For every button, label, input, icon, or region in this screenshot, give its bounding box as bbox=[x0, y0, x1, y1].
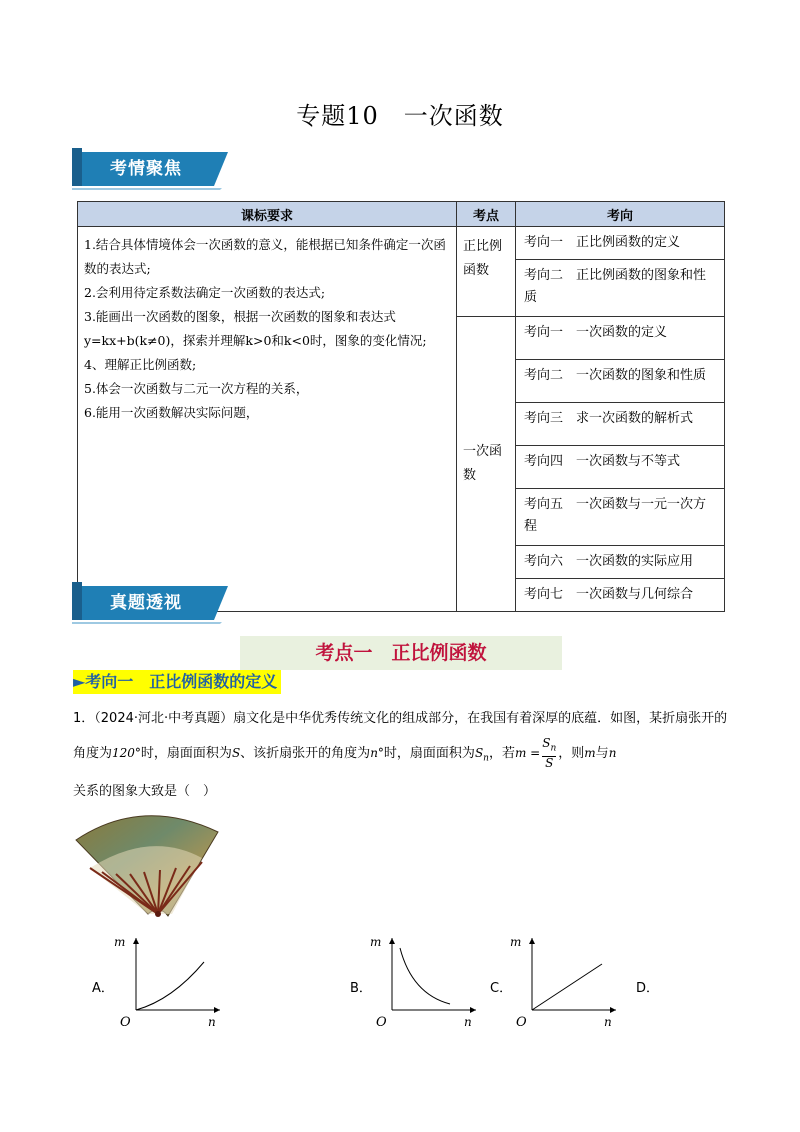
requirement-item: 4、理解正比例函数; bbox=[84, 357, 197, 372]
section-banner-real-questions bbox=[72, 582, 232, 622]
question-number: 1． bbox=[73, 711, 95, 726]
kaoxiang-item: 考向一 正比例函数的定义 bbox=[516, 227, 725, 260]
math-m-equals: m = bbox=[514, 746, 541, 760]
requirement-item: 5.体会一次函数与二元一次方程的关系， bbox=[84, 381, 309, 396]
axis-x-label: n bbox=[464, 1015, 472, 1029]
requirement-item: 3.能画出一次函数的图象，根据一次函数的图象和表达式y=kx+b(k≠0)，探索并理解k>0和k<0时，图象的变化情况; bbox=[84, 309, 427, 348]
angle-value: 120° bbox=[112, 746, 141, 760]
exam-overview-table bbox=[77, 201, 725, 612]
header-kaoxiang: 考向 bbox=[516, 202, 725, 227]
kaodian-linear-function: 一次函数 bbox=[457, 317, 516, 612]
origin-label: O bbox=[120, 1015, 131, 1030]
question-text: 与 bbox=[595, 746, 609, 761]
banner-label: 真题透视 bbox=[110, 593, 182, 613]
table-header-row bbox=[78, 202, 725, 227]
kaoxiang-item: 考向七 一次函数与几何综合 bbox=[516, 579, 725, 612]
origin-label: O bbox=[516, 1015, 527, 1030]
math-S: S bbox=[231, 746, 241, 760]
requirement-item: 1.结合具体情境体会一次函数的意义，能根据已知条件确定一次函数的表达式; bbox=[84, 237, 446, 276]
point-title: 考点一 正比例函数 bbox=[240, 636, 562, 670]
requirement-item: 6.能用一次函数解决实际问题， bbox=[84, 405, 259, 420]
math-fraction: $\frac{S_n}{S}$ bbox=[542, 736, 557, 770]
option-b-label[interactable]: B． bbox=[350, 981, 372, 996]
kaoxiang-item: 考向五 一次函数与一元一次方程 bbox=[516, 489, 725, 546]
math-n: n bbox=[608, 746, 617, 760]
kaodian-direct-proportion: 正比例函数 bbox=[457, 227, 516, 317]
axis-x-label: n bbox=[208, 1015, 216, 1029]
folding-fan-image bbox=[72, 810, 222, 922]
axis-y-label: m bbox=[114, 935, 126, 949]
math-Sn: $S_n$ bbox=[474, 746, 489, 764]
kaoxiang-item: 考向六 一次函数的实际应用 bbox=[516, 546, 725, 579]
question-text: 时，扇面面积为 bbox=[383, 746, 475, 761]
kaoxiang-item: 考向三 求一次函数的解析式 bbox=[516, 403, 725, 446]
requirement-item: 2.会利用待定系数法确定一次函数的表达式; bbox=[84, 285, 326, 300]
question-1 bbox=[73, 702, 733, 809]
option-d-label[interactable]: D． bbox=[636, 981, 660, 996]
kaoxiang-item: 考向二 正比例函数的图象和性质 bbox=[516, 260, 725, 317]
option-b-graph bbox=[368, 934, 478, 1030]
math-m: m bbox=[584, 746, 596, 760]
question-text: ，则 bbox=[558, 746, 585, 761]
section-banner-exam-focus bbox=[72, 148, 232, 188]
banner-label: 考情聚焦 bbox=[110, 159, 182, 179]
option-c-label[interactable]: C． bbox=[490, 981, 513, 996]
kaoxiang-item: 考向二 一次函数的图象和性质 bbox=[516, 360, 725, 403]
topic-title: ►考向一 正比例函数的定义 bbox=[73, 670, 281, 694]
question-text: 关系的图象大致是（ ） bbox=[73, 784, 217, 800]
requirements-cell bbox=[78, 227, 457, 612]
option-c-graph bbox=[508, 934, 618, 1030]
origin-label: O bbox=[376, 1015, 387, 1030]
page-title: 专题10 一次函数 bbox=[296, 102, 504, 130]
option-a-graph bbox=[112, 934, 222, 1030]
option-a-label[interactable]: A． bbox=[92, 981, 114, 996]
axis-y-label: m bbox=[370, 935, 382, 949]
question-text: 时，扇面面积为 bbox=[140, 746, 232, 761]
question-text: 扇文化是中华优秀传统文化的组成部分，在我国有着深厚的底蕴．如图，某折扇张开的角度为 bbox=[73, 711, 728, 761]
header-kaodian: 考点 bbox=[457, 202, 516, 227]
question-source: （2024·河北·中考真题） bbox=[94, 711, 234, 726]
axis-y-label: m bbox=[510, 935, 522, 949]
question-text: ，若 bbox=[488, 746, 515, 761]
math-n-degree: n° bbox=[370, 746, 384, 760]
kaoxiang-item: 考向四 一次函数与不等式 bbox=[516, 446, 725, 489]
axis-x-label: n bbox=[604, 1015, 612, 1029]
header-requirements: 课标要求 bbox=[78, 202, 457, 227]
question-text: 、该折扇张开的角度为 bbox=[240, 746, 371, 761]
kaoxiang-item: 考向一 一次函数的定义 bbox=[516, 317, 725, 360]
